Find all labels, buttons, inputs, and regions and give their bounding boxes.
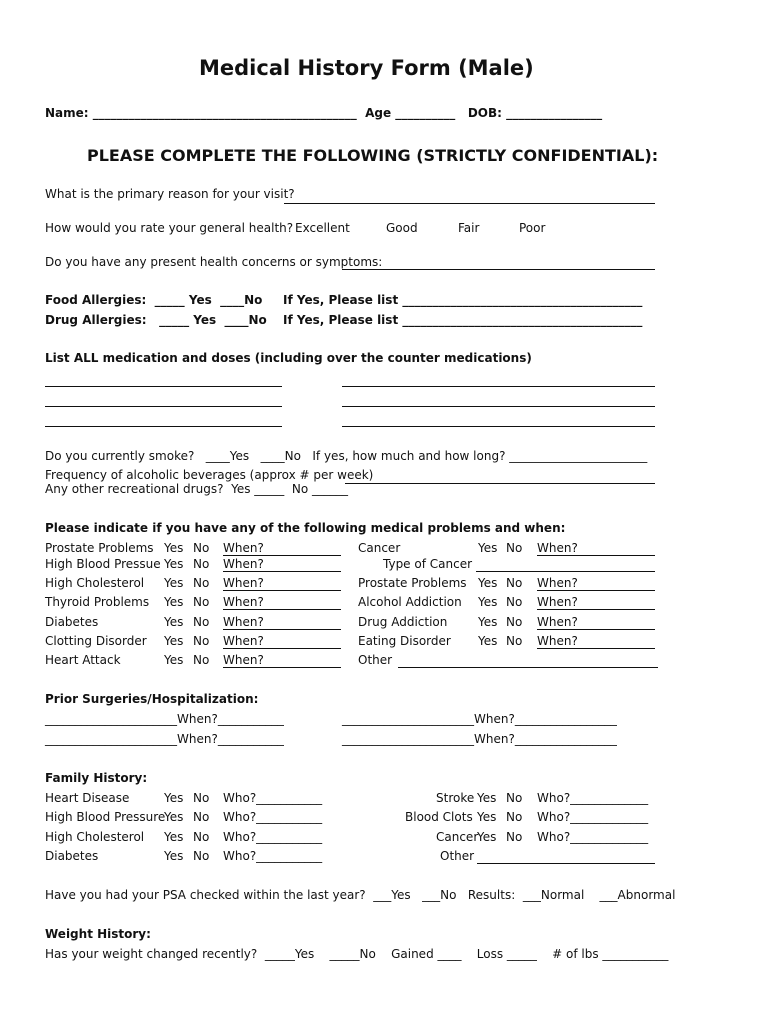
family-history-heading: Family History: xyxy=(45,771,148,785)
medical-problems-heading: Please indicate if you have any of the following medical problems and when: xyxy=(45,521,566,535)
when-field[interactable] xyxy=(223,590,341,591)
yes-option[interactable]: Yes xyxy=(164,810,184,824)
yes-option[interactable]: Yes xyxy=(478,595,498,609)
when-label: When? xyxy=(223,634,264,648)
when-field[interactable] xyxy=(223,555,341,556)
when-field[interactable] xyxy=(537,629,655,630)
no-option[interactable]: No xyxy=(193,849,210,863)
no-option[interactable]: No xyxy=(506,615,523,629)
when-label: When? xyxy=(537,541,578,555)
no-option[interactable]: No xyxy=(193,576,210,590)
concerns-field[interactable] xyxy=(342,269,655,270)
problem-label: Drug Addiction xyxy=(358,615,448,629)
surgery-line[interactable]: ______________________When?___________ xyxy=(45,712,284,726)
medication-line[interactable] xyxy=(45,406,282,407)
no-option[interactable]: No xyxy=(193,810,210,824)
yes-option[interactable]: Yes xyxy=(164,830,184,844)
psa-question[interactable]: Have you had your PSA checked within the last year? ___Yes ___No Results: ___Normal ___Abnormal xyxy=(45,888,676,902)
when-field[interactable] xyxy=(537,609,655,610)
surgeries-heading: Prior Surgeries/Hospitalization: xyxy=(45,692,259,706)
problem-label: Other xyxy=(358,653,393,667)
when-field[interactable] xyxy=(223,667,341,668)
family-condition-label: High Cholesterol xyxy=(45,830,145,844)
no-option[interactable]: No xyxy=(193,791,210,805)
yes-option[interactable]: Yes xyxy=(478,541,498,555)
no-option[interactable]: No xyxy=(193,653,210,667)
family-condition-label: Heart Disease xyxy=(45,791,130,805)
confidential-heading: PLEASE COMPLETE THE FOLLOWING (STRICTLY CONFIDENTIAL): xyxy=(87,146,659,165)
who-field[interactable]: Who?_____________ xyxy=(537,830,649,844)
other-problem-field[interactable] xyxy=(398,667,658,668)
drug-allergies-list[interactable]: If Yes, Please list ________________________________________ xyxy=(283,313,643,327)
page-title: Medical History Form (Male) xyxy=(199,56,534,80)
family-condition-label: Cancer xyxy=(436,830,479,844)
alcohol-label: Frequency of alcoholic beverages (approx # per week) xyxy=(45,468,374,482)
recreational-drugs-question[interactable]: Any other recreational drugs? Yes _____ No ______ xyxy=(45,482,349,496)
when-label: When? xyxy=(537,615,578,629)
family-condition-label: Other xyxy=(440,849,475,863)
primary-reason-label: What is the primary reason for your visit? xyxy=(45,187,295,201)
rate-option-good[interactable]: Good xyxy=(386,221,418,235)
family-condition-label: Blood Clots xyxy=(405,810,473,824)
yes-option[interactable]: Yes xyxy=(164,849,184,863)
yes-option[interactable]: Yes xyxy=(478,615,498,629)
who-field[interactable]: Who?___________ xyxy=(223,791,323,805)
when-field[interactable] xyxy=(537,648,655,649)
type-of-cancer-field[interactable] xyxy=(476,571,655,572)
when-label: When? xyxy=(223,595,264,609)
yes-option[interactable]: Yes xyxy=(164,557,184,571)
no-option[interactable]: No xyxy=(193,541,210,555)
medication-line[interactable] xyxy=(45,386,282,387)
who-field[interactable]: Who?___________ xyxy=(223,849,323,863)
no-option[interactable]: No xyxy=(506,541,523,555)
weight-change-question[interactable]: Has your weight changed recently? _____Yes _____No Gained ____ Loss _____ # of lbs ___________ xyxy=(45,947,669,961)
family-condition-label: Stroke xyxy=(436,791,475,805)
when-label: When? xyxy=(223,557,264,571)
who-field[interactable]: Who?_____________ xyxy=(537,810,649,824)
who-field[interactable]: Who?___________ xyxy=(223,830,323,844)
yes-option[interactable]: Yes xyxy=(164,653,184,667)
problem-label: Cancer xyxy=(358,541,401,555)
problem-label: Heart Attack xyxy=(45,653,121,667)
family-condition-label: High Blood Pressure xyxy=(45,810,166,824)
problem-label: Diabetes xyxy=(45,615,99,629)
yes-option[interactable]: Yes xyxy=(478,634,498,648)
smoke-question[interactable]: Do you currently smoke? ____Yes ____No If yes, how much and how long? _______________________ xyxy=(45,449,648,463)
no-option[interactable]: No xyxy=(506,595,523,609)
problem-label: Alcohol Addiction xyxy=(358,595,462,609)
weight-history-heading: Weight History: xyxy=(45,927,151,941)
no-option[interactable]: No xyxy=(193,557,210,571)
who-field[interactable]: Who?___________ xyxy=(223,810,323,824)
who-field[interactable]: Who?_____________ xyxy=(537,791,649,805)
food-allergies-line[interactable]: Food Allergies: _____ Yes ____No xyxy=(45,293,263,307)
yes-option[interactable]: Yes xyxy=(477,791,497,805)
no-option[interactable]: No xyxy=(193,830,210,844)
no-option[interactable]: No xyxy=(506,830,523,844)
family-other-field[interactable] xyxy=(477,863,655,864)
medication-line[interactable] xyxy=(342,386,655,387)
medication-line[interactable] xyxy=(342,426,655,427)
no-option[interactable]: No xyxy=(193,634,210,648)
when-field[interactable] xyxy=(537,555,655,556)
when-field[interactable] xyxy=(223,571,341,572)
problem-label: Prostate Problems xyxy=(45,541,154,555)
yes-option[interactable]: Yes xyxy=(477,830,497,844)
when-label: When? xyxy=(223,615,264,629)
rate-option-poor[interactable]: Poor xyxy=(519,221,546,235)
food-allergies-list[interactable]: If Yes, Please list ________________________________________ xyxy=(283,293,643,307)
problem-label: Eating Disorder xyxy=(358,634,451,648)
yes-option[interactable]: Yes xyxy=(164,791,184,805)
problem-label: Clotting Disorder xyxy=(45,634,147,648)
when-label: When? xyxy=(537,634,578,648)
name-age-dob-line[interactable]: Name: ____________________________________________ Age __________ DOB: ________________ xyxy=(45,106,603,120)
concerns-label: Do you have any present health concerns or symptoms: xyxy=(45,255,383,269)
when-label: When? xyxy=(223,576,264,590)
when-label: When? xyxy=(223,541,264,555)
when-field[interactable] xyxy=(223,648,341,649)
yes-option[interactable]: Yes xyxy=(164,576,184,590)
problem-label: Type of Cancer xyxy=(383,557,473,571)
surgery-line[interactable]: ______________________When?_________________ xyxy=(342,712,617,726)
rate-option-excellent[interactable]: Excellent xyxy=(295,221,350,235)
rate-health-label: How would you rate your general health? xyxy=(45,221,294,235)
no-option[interactable]: No xyxy=(506,576,523,590)
when-field[interactable] xyxy=(537,590,655,591)
no-option[interactable]: No xyxy=(193,615,210,629)
when-label: When? xyxy=(537,595,578,609)
rate-option-fair[interactable]: Fair xyxy=(458,221,480,235)
yes-option[interactable]: Yes xyxy=(477,810,497,824)
medication-line[interactable] xyxy=(45,426,282,427)
problem-label: Prostate Problems xyxy=(358,576,467,590)
no-option[interactable]: No xyxy=(193,595,210,609)
no-option[interactable]: No xyxy=(506,791,523,805)
problem-label: High Blood Pressue xyxy=(45,557,161,571)
medications-heading: List ALL medication and doses (including over the counter medications) xyxy=(45,351,532,365)
family-condition-label: Diabetes xyxy=(45,849,99,863)
when-field[interactable] xyxy=(223,609,341,610)
when-label: When? xyxy=(537,576,578,590)
surgery-line[interactable]: ______________________When?___________ xyxy=(45,732,284,746)
no-option[interactable]: No xyxy=(506,634,523,648)
alcohol-field[interactable] xyxy=(345,483,655,484)
yes-option[interactable]: Yes xyxy=(164,615,184,629)
primary-reason-field[interactable] xyxy=(284,203,655,204)
problem-label: High Cholesterol xyxy=(45,576,145,590)
yes-option[interactable]: Yes xyxy=(164,595,184,609)
yes-option[interactable]: Yes xyxy=(164,541,184,555)
no-option[interactable]: No xyxy=(506,810,523,824)
surgery-line[interactable]: ______________________When?_________________ xyxy=(342,732,617,746)
medication-line[interactable] xyxy=(342,406,655,407)
problem-label: Thyroid Problems xyxy=(45,595,150,609)
when-field[interactable] xyxy=(223,629,341,630)
drug-allergies-line[interactable]: Drug Allergies: _____ Yes ____No xyxy=(45,313,267,327)
yes-option[interactable]: Yes xyxy=(478,576,498,590)
yes-option[interactable]: Yes xyxy=(164,634,184,648)
when-label: When? xyxy=(223,653,264,667)
